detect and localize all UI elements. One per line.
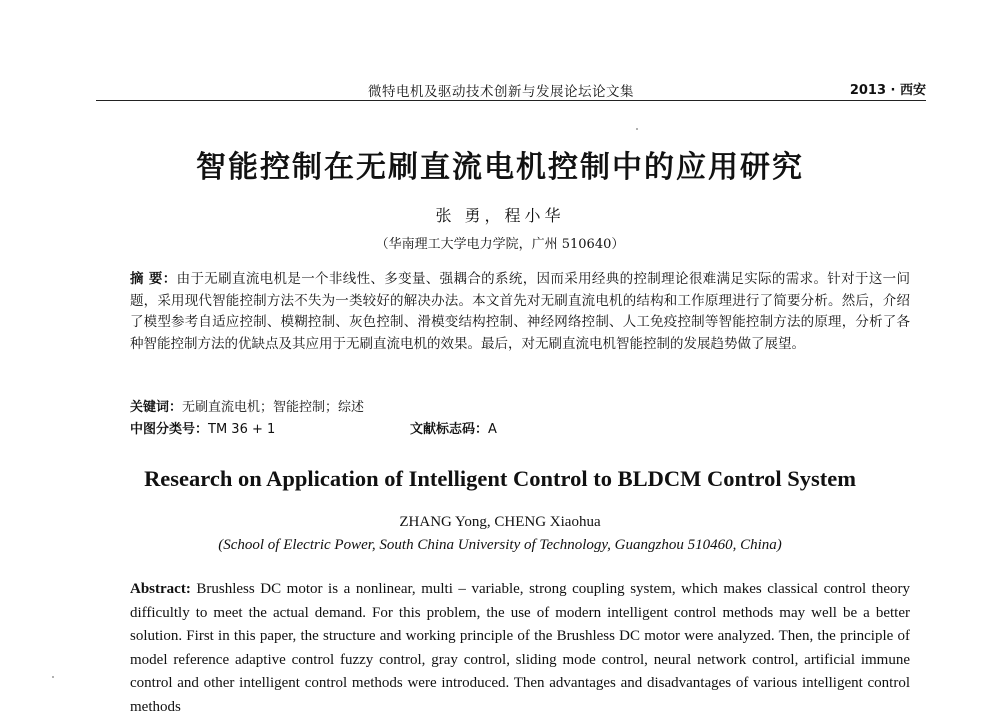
year-place: 2013 · 西安 — [849, 83, 926, 98]
english-authors: ZHANG Yong, CHENG Xiaohua — [399, 514, 601, 530]
chinese-affiliation: （华南理工大学电力学院，广州 510640） — [375, 237, 625, 252]
document-code-value: A — [488, 422, 497, 437]
classification-label: 中图分类号： — [130, 422, 209, 437]
english-abstract-text: Brushless DC motor is a nonlinear, multi – variable, strong coupling system, which makes classical control theory difficultly to meet the actual demand. For this problem, the use of modern intelligent control methods may well be a better solution. First in this paper, the structure and working principle of the Brushless DC motor were analyzed. Then, the principle of model reference adaptive control fuzzy control, gray control, sliding mode control, neural network control, artificial immune control and other intelligent control methods were introduced. Then advantages and disadvantages of various intelligent control methods — [130, 581, 910, 715]
english-abstract-label: Abstract: — [130, 581, 191, 597]
document-code-label: 文献标志码： — [410, 422, 489, 437]
scan-speck — [52, 676, 54, 678]
chinese-authors: 张 勇，程小华 — [435, 206, 565, 225]
chinese-title: 智能控制在无刷直流电机控制中的应用研究 — [196, 150, 804, 185]
english-title: Research on Application of Intelligent Control to BLDCM Control System — [144, 466, 856, 491]
english-affiliation: (School of Electric Power, South China University of Technology, Guangzhou 510460, China) — [218, 537, 782, 553]
document-code — [410, 418, 497, 437]
scan-speck — [636, 128, 638, 130]
english-abstract — [130, 578, 910, 719]
chinese-keywords — [130, 396, 364, 415]
classification-value: TM 36 + 1 — [208, 422, 276, 437]
keywords-text: 无刷直流电机；智能控制；综述 — [182, 400, 365, 415]
chinese-abstract — [130, 269, 910, 355]
journal-name: 微特电机及驱动技术创新与发展论坛论文集 — [368, 84, 634, 100]
chinese-abstract-label: 摘 要： — [130, 271, 177, 287]
chinese-abstract-text: 由于无刷直流电机是一个非线性、多变量、强耦合的系统，因而采用经典的控制理论很难满足实际的需求。针对于这一问题，采用现代智能控制方法不失为一类较好的解决办法。本文首先对无刷直流电机的结构和工作原理进行了简要分析。然后，介绍了模型参考自适应控制、模糊控制、灰色控制、滑模变结构控制、神经网络控制、人工免疫控制等智能控制方法的原理，分析了各种智能控制方法的优缺点及其应用于无刷直流电机的效果。最后，对无刷直流电机智能控制的发展趋势做了展望。 — [130, 271, 911, 352]
running-header — [96, 74, 926, 101]
classification-line — [130, 418, 910, 437]
keywords-label: 关键词： — [130, 400, 183, 415]
